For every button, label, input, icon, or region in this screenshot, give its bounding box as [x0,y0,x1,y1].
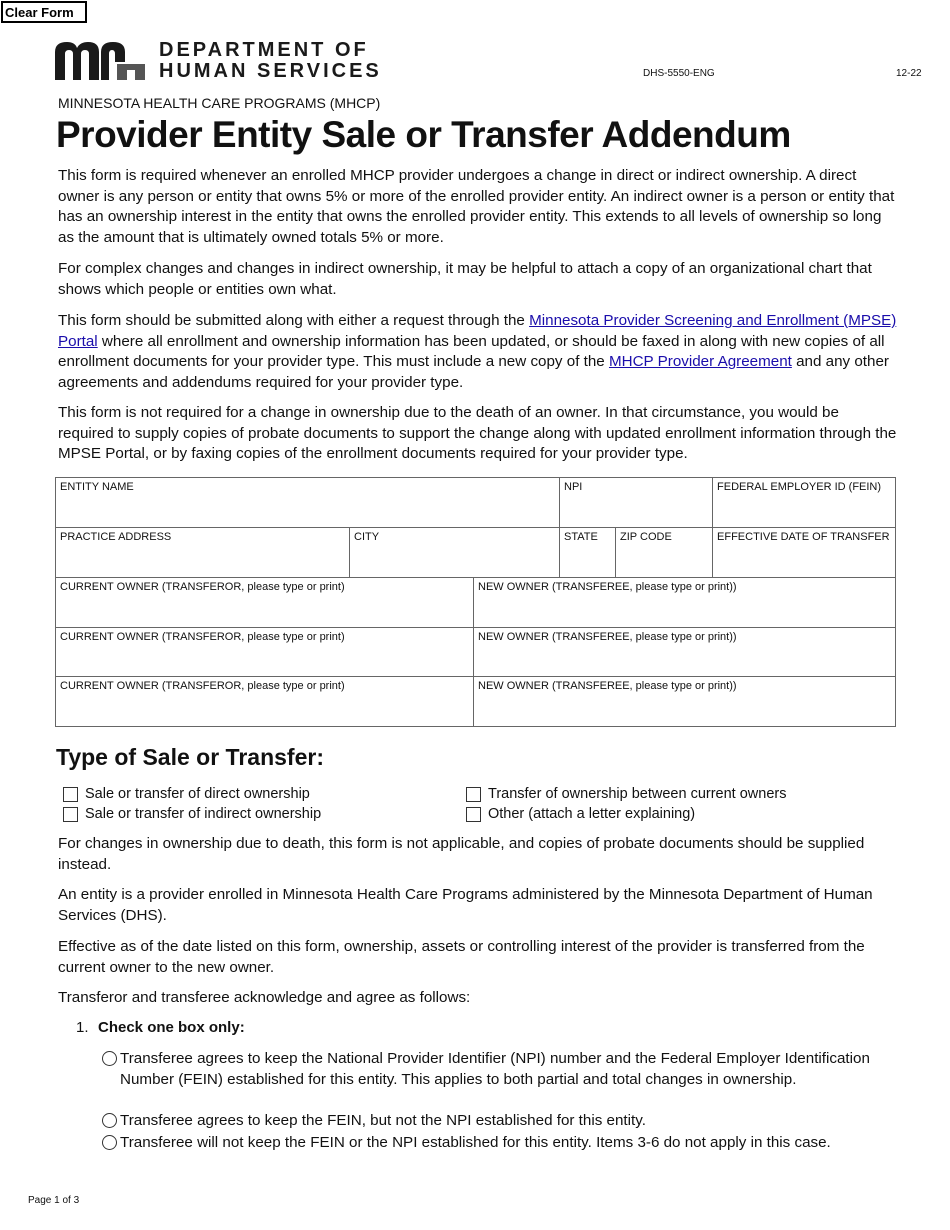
intro-paragraph-2: For complex changes and changes in indirect ownership, it may be helpful to attach a copy of an organizational chart that shows which people or entities own what. [58,260,872,298]
list-item-number: 1. [76,1019,89,1036]
fein-field[interactable]: FEDERAL EMPLOYER ID (FEIN) [713,478,896,528]
program-label: MINNESOTA HEALTH CARE PROGRAMS (MHCP) [58,95,381,111]
radio-label: Transferee will not keep the FEIN or the NPI established for this entity. Items 3-6 do not apply in this case. [120,1134,831,1151]
zip-field[interactable]: ZIP CODE [616,528,713,578]
new-owner-field-1[interactable]: NEW OWNER (TRANSFEREE, please type or print)) [474,578,896,628]
checkbox-other[interactable] [466,806,695,822]
list-item-heading: Check one box only: [98,1019,245,1036]
body-paragraph-3: Effective as of the date listed on this form, ownership, assets or controlling interest of the provider is transferred from the current owner to the new owner. [58,938,865,976]
intro-text-a: This form should be submitted along with either a request through the [58,312,530,329]
checkbox-indirect-ownership[interactable] [63,806,321,822]
current-owner-field-2[interactable]: CURRENT OWNER (TRANSFEROR, please type or print) [56,627,474,677]
state-field[interactable]: STATE [560,528,616,578]
logo-line-1: DEPARTMENT OF [159,39,369,61]
intro-paragraph-3 [58,311,898,393]
checkbox-label: Sale or transfer of indirect ownership [85,806,322,822]
logo-text [159,40,382,82]
intro-paragraph-4: This form is not required for a change in ownership due to the death of an owner. In that circumstance, you would be required to supply copies of probate documents to support the change along with updated enrollment information through the MPSE Portal, or by faxing copies of the enrollment documents required for your provider type. [58,404,897,463]
page-number: Page 1 of 3 [28,1195,80,1206]
intro-text-b: where all enrollment and ownership information has been updated, or should be faxed in along with new copies of all enrollment documents for your provider type. This must include a new copy of the [58,332,885,371]
checkbox-direct-ownership[interactable] [63,786,310,802]
city-field[interactable]: CITY [350,528,560,578]
checkbox-label: Sale or transfer of direct ownership [85,786,310,802]
intro-paragraph-1: This form is required whenever an enrolled MHCP provider undergoes a change in direct or indirect ownership. A direct owner is any person or entity that owns 5% or more of the enrolled provider entity. An indirect owner is a person or entity that has an ownership interest in the entity that owns the enrolled provider entity. This extends to all levels of ownership so long as the amount that is ultimately owned totals 5% or more. [58,167,895,246]
radio-keep-fein-only[interactable] [102,1111,892,1132]
current-owner-field-1[interactable]: CURRENT OWNER (TRANSFEROR, please type or print) [56,578,474,628]
dhs-logo [55,40,382,82]
radio-circle[interactable] [102,1051,117,1066]
radio-circle[interactable] [102,1135,117,1150]
body-paragraph-4: Transferor and transferee acknowledge and agree as follows: [58,989,471,1006]
radio-keep-npi-fein[interactable] [102,1049,892,1090]
checkbox-box[interactable] [466,787,481,802]
effective-date-field[interactable]: EFFECTIVE DATE OF TRANSFER [713,528,896,578]
radio-label: Transferee agrees to keep the National Provider Identifier (NPI) number and the Federal Employer Identification Number (FEIN) established for this entity. This applies to both partial and total changes in ownership. [120,1050,870,1088]
entity-info-table [55,477,896,727]
checkbox-label: Other (attach a letter explaining) [488,806,696,822]
checkbox-box[interactable] [63,807,78,822]
type-section-heading: Type of Sale or Transfer: [56,744,324,770]
mpse-portal-link[interactable]: Minnesota Provider Screening and Enrollment (MPSE) Portal [58,312,897,350]
entity-name-field[interactable]: ENTITY NAME [56,478,560,528]
checkbox-box[interactable] [466,807,481,822]
intro-text-c: and any other agreements and addendums required for your provider type. [58,353,889,391]
body-paragraph-2: An entity is a provider enrolled in Minnesota Health Care Programs administered by the Minnesota Department of Human Services (DHS). [58,886,873,924]
new-owner-field-2[interactable]: NEW OWNER (TRANSFEREE, please type or print)) [474,627,896,677]
form-id: DHS-5550-ENG [643,68,715,79]
checkbox-between-owners[interactable] [466,786,786,802]
radio-label: Transferee agrees to keep the FEIN, but not the NPI established for this entity. [120,1112,646,1129]
new-owner-field-3[interactable]: NEW OWNER (TRANSFEREE, please type or print)) [474,677,896,727]
form-date: 12-22 [896,68,922,79]
practice-address-field[interactable]: PRACTICE ADDRESS [56,528,350,578]
mn-logo-icon [55,42,145,80]
npi-field[interactable]: NPI [560,478,713,528]
provider-agreement-link[interactable]: MHCP Provider Agreement [608,353,792,371]
current-owner-field-3[interactable]: CURRENT OWNER (TRANSFEROR, please type or print) [56,677,474,727]
checkbox-label: Transfer of ownership between current owners [488,786,787,802]
radio-circle[interactable] [102,1113,117,1128]
radio-keep-neither[interactable] [102,1133,892,1154]
clear-form-button[interactable]: Clear Form [1,1,87,23]
body-paragraph-1: For changes in ownership due to death, this form is not applicable, and copies of probate documents should be supplied instead. [58,835,865,873]
page-title: Provider Entity Sale or Transfer Addendum [56,114,791,155]
logo-line-2: HUMAN SERVICES [159,60,382,82]
checkbox-box[interactable] [63,787,78,802]
